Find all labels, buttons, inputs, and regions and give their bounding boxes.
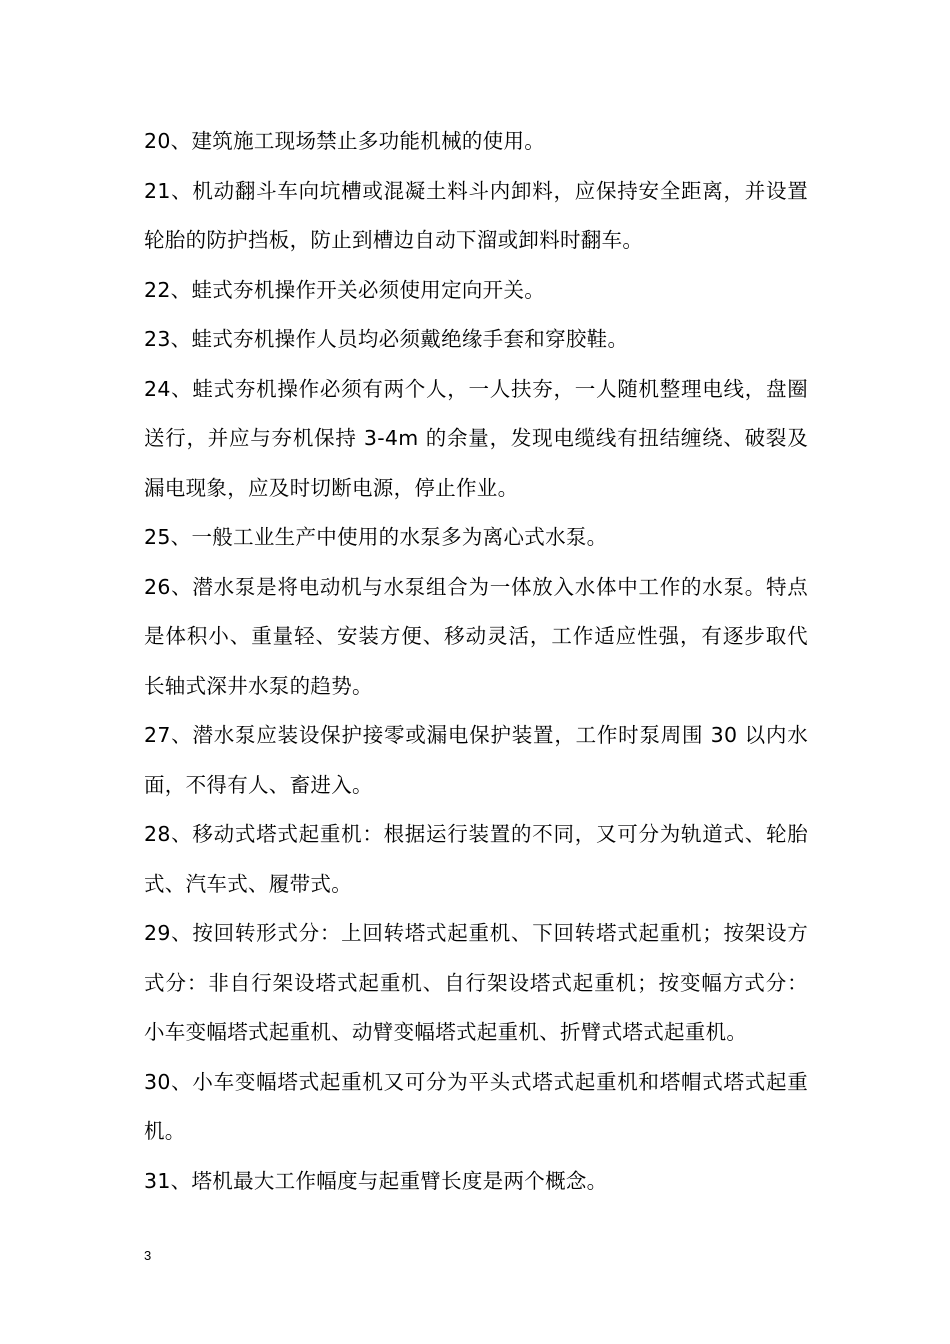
paragraph-25: 25、一般工业生产中使用的水泵多为离心式水泵。	[144, 525, 608, 549]
page-number: 3	[144, 1248, 152, 1263]
document-body	[144, 117, 808, 1206]
paragraph-20: 20、建筑施工现场禁止多功能机械的使用。	[144, 129, 546, 153]
paragraph-22: 22、蛙式夯机操作开关必须使用定向开关。	[144, 277, 546, 302]
paragraph-29: 29、按回转形式分：上回转塔式起重机、下回转塔式起重机；按架设方式分：非自行架设塔式起重机、自行架设塔式起重机；按变幅方式分：小车变幅塔式起重机、动臂变幅塔式起重机、折臂式塔式起重机。	[144, 921, 808, 1044]
paragraph-21: 21、机动翻斗车向坑槽或混凝土料斗内卸料，应保持安全距离，并设置轮胎的防护挡板，防止到槽边自动下溜或卸料时翻车。	[144, 178, 808, 252]
paragraph-30: 30、小车变幅塔式起重机又可分为平头式塔式起重机和塔帽式塔式起重机。	[144, 1069, 808, 1143]
paragraph-28: 28、移动式塔式起重机：根据运行装置的不同，又可分为轨道式、轮胎式、汽车式、履带式。	[144, 822, 808, 896]
paragraph-23: 23、蛙式夯机操作人员均必须戴绝缘手套和穿胶鞋。	[144, 327, 629, 351]
paragraph-27: 27、潜水泵应装设保护接零或漏电保护装置，工作时泵周围 30 以内水面，不得有人、畜进入。	[144, 723, 808, 797]
paragraph-31: 31、塔机最大工作幅度与起重臂长度是两个概念。	[144, 1168, 608, 1193]
paragraph-26: 26、潜水泵是将电动机与水泵组合为一体放入水体中工作的水泵。特点是体积小、重量轻、安装方便、移动灵活，工作适应性强，有逐步取代长轴式深井水泵的趋势。	[144, 574, 808, 698]
paragraph-24: 24、蛙式夯机操作必须有两个人，一人扶夯，一人随机整理电线，盘圈送行，并应与夯机保持 3-4m 的余量，发现电缆线有扭结缠绕、破裂及漏电现象，应及时切断电源，停止作业。	[144, 376, 808, 500]
